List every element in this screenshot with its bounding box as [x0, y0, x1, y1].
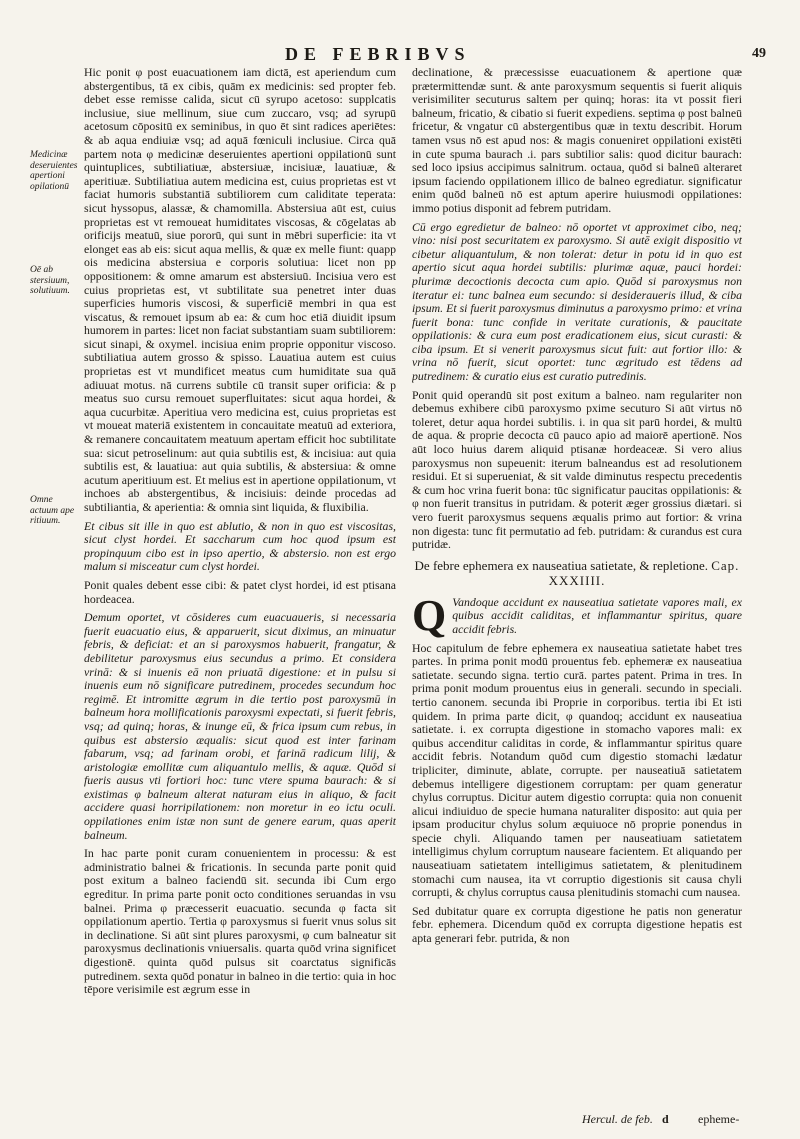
lemma-text: Vandoque accidunt ex nauseatiua satietate vapores mali, ex quibus accidit caliditas, et inflammantur spiritus, quare accidit febris.: [452, 594, 742, 636]
paragraph: In hac parte ponit curam conuenientem in processu: & est administratio balnei & fricationis. In secunda parte ponit quid post exitum a balneo faciendū sit. secunda ibi Cum ergo egreditur. In prima parte ponit octo conditiones seruandas in vsu balnei. Prima φ præcesserit euacuatio. secunda φ facta sit oppilationum apertio. Tertia φ paroxysmus si fuerit vnus solus sit in declinatione. Si aūt sint plures paroxysmi, φ cum balneatur sit paroxysmus declinationis vniuersalis. quarta quōd vrina significet digestionē. quinta quōd pulsus sit coarctatus significās putredinem. sexta quōd ponatur in balneo in die tertio: quia in hoc tēpore verisimile est ægrum esse in: [84, 846, 396, 997]
chapter-lemma: [412, 590, 742, 640]
page-header: [0, 44, 800, 66]
paragraph: Ponit quid operandū sit post exitum a balneo. nam regulariter non debemus exhibere cibū paroxysmo pxime secuturo Si aūt virtus nō toleret, detur aqua hordei subtilis. i. in qua sit parū hordei, & multū de aqua. & proprie decocta cū pauco apio ad maiorē apertionē. Nos aūt loco huius darem aliquid ptisanæ hordeaceæ. Si vero alius paroxysmus non supeuenit: iterum balneandus est ad resolutionem residui. Et si superueniat, & sit valde diminutus respectu precedentis & cum hoc vrina fuerit bona: tūc significatur paucitas oppilationis: & φ non fuerit transitus in putridam. & poterit æger grossius diætari. si vero fuerit paroxysmus sequens æqualis primo aut fortior: & vrina non digesta: tunc fit permutatio ad feb. putridam: & curandus est cura putridæ.: [412, 387, 742, 552]
margin-notes: [30, 150, 82, 550]
chapter-number: Cap. XXXIIII.: [548, 557, 740, 588]
right-column: [412, 66, 742, 1106]
signature-letter: d: [662, 1112, 669, 1126]
signature-mark: Hercul. de feb.: [582, 1112, 653, 1126]
paragraph: Sed dubitatur quare ex corrupta digestione he patis non generatur febr. ephemera. Dicendum quōd ex corrupta digestione hepatis est apta generari febr. putrida, & non: [412, 903, 742, 946]
chapter-title: De febre ephemera ex nauseatiua satietate, & repletione.: [414, 557, 708, 573]
paragraph: Hoc capitulum de febre ephemera ex nauseatiua satietate habet tres partes. In prima ponit modū prouentus feb. ephemeræ ex nauseatiua satietate. secundo signa. tertio curā. partes patent. Prima in tres. In prima ponit modum prouentus eius in generali. secundo in speciali. tertio canonem. secunda ibi Proprie in corporibus. tertia ibi Et isti quidem. In prima parte dicit, φ quandoq; accidunt ex nauseatiua satietate. i. ex corrupta digestione in stomacho vapores mali: ex quibus accenditur caliditas in corde, & inflammantur spiritus quare accidit febris. Notandum quōd cum digestio stomachi lædatur tripliciter, diminute, ablate, corrupte. per nauseatiuā satietatem debemus intelligere digestionem corruptam: per quam generatur chylus corruptus. Dicitur autem digestio corrupta: quia non conuenit alicui indiuiduo de specie humana naturaliter disposito: aut quia per ipsam producitur chylus solum æquiuoce nō proprie ponendus in specie chyli. Aliquando tamen per nauseatiuam satietatem intelligimus chylum corruptum nauseare facientem. Et aliquando per nauseatiuam satietatem intelligimus satietatem, & plenitudinem stomachi cum nausea, ita vt corruptio digestionis sit causa chyli corrupti, & chylus corruptus causa plenitudinis stomachi cum nausea.: [412, 640, 742, 900]
page-footer: [0, 1112, 800, 1132]
lemma-paragraph: Et cibus sit ille in quo est ablutio, & non in quo est viscositas, sicut clyst hordei. Et saccharum cum hoc quod ipsum est propinquum cibo est in ipso apertio, & abstersio. non est ergo malum si misceatur cum clyst hordei.: [84, 518, 396, 574]
folio-number: 49: [752, 46, 766, 61]
margin-note: Omne actuum ape ritiuum.: [30, 495, 75, 526]
chapter-heading: [412, 558, 742, 588]
margin-note: Medicinæ deseruientes apertioni opilationū: [30, 150, 78, 192]
paragraph: declinatione, & præcessisse euacuationem & apertione quæ prætermittendæ sunt. & ante paroxysmum sequentis si fuerit aliquis verisimiliter secuturus saltem per quinq; horas: ita vt possit fieri balneum, fricatio, & cibatio si fuerit expediens. septima φ post balneū fricetur, & vngatur cū abstergentibus quæ in textu describit. Horum tamen vsus nō est apud nos: & magis conueniret oppilationi existēti in cute spuma baurach .i. pars subtilior salis: quod dicitur baurach: sed loco ipsius accipimus salnitrum. octaua, quōd si balneū alteraret ipsum faciendo oppilationem illico de balneo egrediatur. significatur enim quōd balneū nō est aptum aperire huiusmodi oppilationes: immo potius disponit ad febrem putridam.: [412, 66, 742, 215]
margin-note: Oē ab stersiuum, solutiuum.: [30, 265, 70, 296]
catchword: epheme-: [698, 1112, 740, 1126]
running-title: DE FEBRIBVS: [285, 44, 471, 64]
lemma-paragraph: Demum oportet, vt cōsideres cum euacuaueris, si necessaria fuerit euacuatio eius, & apparuerit, sicut diximus, an minuatur febris, & deficiat: et an si paroxysmos habuerit, frangatur, & debilitetur paroxysmus eius secundus a primo. Et considera vrinā: & si inuenis eā non priuatā digestione: et in pulsu si inuenis eum nō significare putredinem, procedes secundum hoc regimē. Et intromitte ægrum in die tertio post paroxysmū in balneum hora mollificationis paroxysmi expectati, si fuerit febris, vsq; ad quinq; horas, & inunge eū, & frica ipsum cum rebus, in quibus est abstersio æqualis: sicut quod est inter farinam fabarum, vsq; ad farinam orobi, et farinā radicum lilij, & aristologiæ emollitæ cum aliquantulo mellis, & aquæ. Quōd si fueris ausus vti fortiori hoc: tunc vtere spuma baurach: & si existimas φ balneum alterat naturam eius in aliquo, & facit accidere quasi horripilationem: non moretur in eo ictu oculi. oppilationes enim istæ non sunt de genere earum, quas aperit balneum.: [84, 610, 396, 842]
paragraph: Hic ponit φ post euacuationem iam dictā, est aperiendum cum abstergentibus, tā ex cibis, quām ex medicinis: sed propter feb. debet esse remisse calida, sicut cū syrupo acetoso: supplcatis inclusiue, siue mellinum, siue cum zuccaro, vsq; ad syrupū acetosum cōpositū ex seminibus, in quo ēt sint radices aperiētes: & ab aqua endiuiæ vsq; ad aquā fœniculi inclusiue. Circa quā partem nota φ medicinæ deseruientes apertioni oppilationū sunt quintuplices, subtiliatiuæ, abstersiuæ, incisiuæ, lauatiuæ, & aperitiuæ. Subtiliatiua autem medicina est, cuius proprietas est vt faciat humoris substantiā subtiliorem cum caliditate teperata: sicut hyssopus, alassæ, & chamomilla. Abstersiua aūt est, cuius proprietas est vt remoueat humiditates viscosas, & cōgelatas ab orificijs meatuū, siue pororū, qui sunt in mēbri superficie: ita vt elonget eas ab eis: sicut aqua mellis, & quæ ex melle fiunt: quapp ois medicina abstersiua e corporis solutiua: licet non pp oppositionem: & omne amarum est abstersiuū. Incisiua vero est cuius proprietas est, vt subtilitate sua penetret inter duas superficies humoris viscosi, & superficiē membri in qua est viscatus, & remouet ipsum ab ea: & cum hoc etiā diuidit ipsum humorem in partes: licet non faciat substantiam suam subtiliorem: sicut sinapi, & oxymel. incisiua enim proprie opponitur viscoso. subtiliatiua autem grosso & spisso. Lauatiua autem est cuius proprietas est vt mundificet meatus cum humiditate sua quā adiuuat motus. nā currens subtile cū transit super orificia: & p meatus suo cursu remouet superfluitates: sicut aqua hordei, & aqua cucurbitæ. Aperitiua vero medicina est, cuius proprietas est vt moueat materiā existentem in concauitate meatuū ad exteriora, & remanere concauitatem meatuum apertam efficit hoc subtilitate sua: sicut petroselinum: aut quia subtilis est, & incisiua: aut quia subtilis est, & lauatiua: aut quia subtilis, & abstersiua: & omne acutum aperitiuum est. Et melius est in apertione oppilationum, vt inchoes ab abstergentibus, & incisiuis: deinde procedas ad subtiliantia, & aperientia: & omnia sint liquida, & fluxibilia.: [84, 66, 396, 514]
lemma-paragraph: Cū ergo egredietur de balneo: nō oportet vt approximet cibo, neq; vino: nisi post securitatem ex paroxysmo. Si autē exigit dispositio vt cibetur aliquantulum, & non tolerat: detur in potu id in quo est apertio sicut aqua hordei subtilis: plurimæ aquæ, pauci hordei: plurimæ decoctionis decocta cum apio. Quōd si paroxysmus non iteratur ei: tunc balnea eum secundo: si desideraueris illud, & ciba ipsum. Et si fuerit paroxysmus diminutus a paroxysmo primo: et vrina fuerit bona: tunc confide in veritate curationis, & paucitate oppilationis: & cura eum post eradicationem eius, sicut curasti: & ciba ipsum. Et si venerit paroxysmus sicut fuit: aut fortior illo: & vrina nō fuerit, sicut oportet: tunc ægritudo est tēdens ad putredinem: & curatio eius est curatio putredinis.: [412, 219, 742, 384]
drop-capital: Q: [412, 590, 447, 640]
left-column: [84, 66, 396, 1106]
paragraph: Ponit quales debent esse cibi: & patet clyst hordei, id est ptisana hordeacea.: [84, 577, 396, 606]
